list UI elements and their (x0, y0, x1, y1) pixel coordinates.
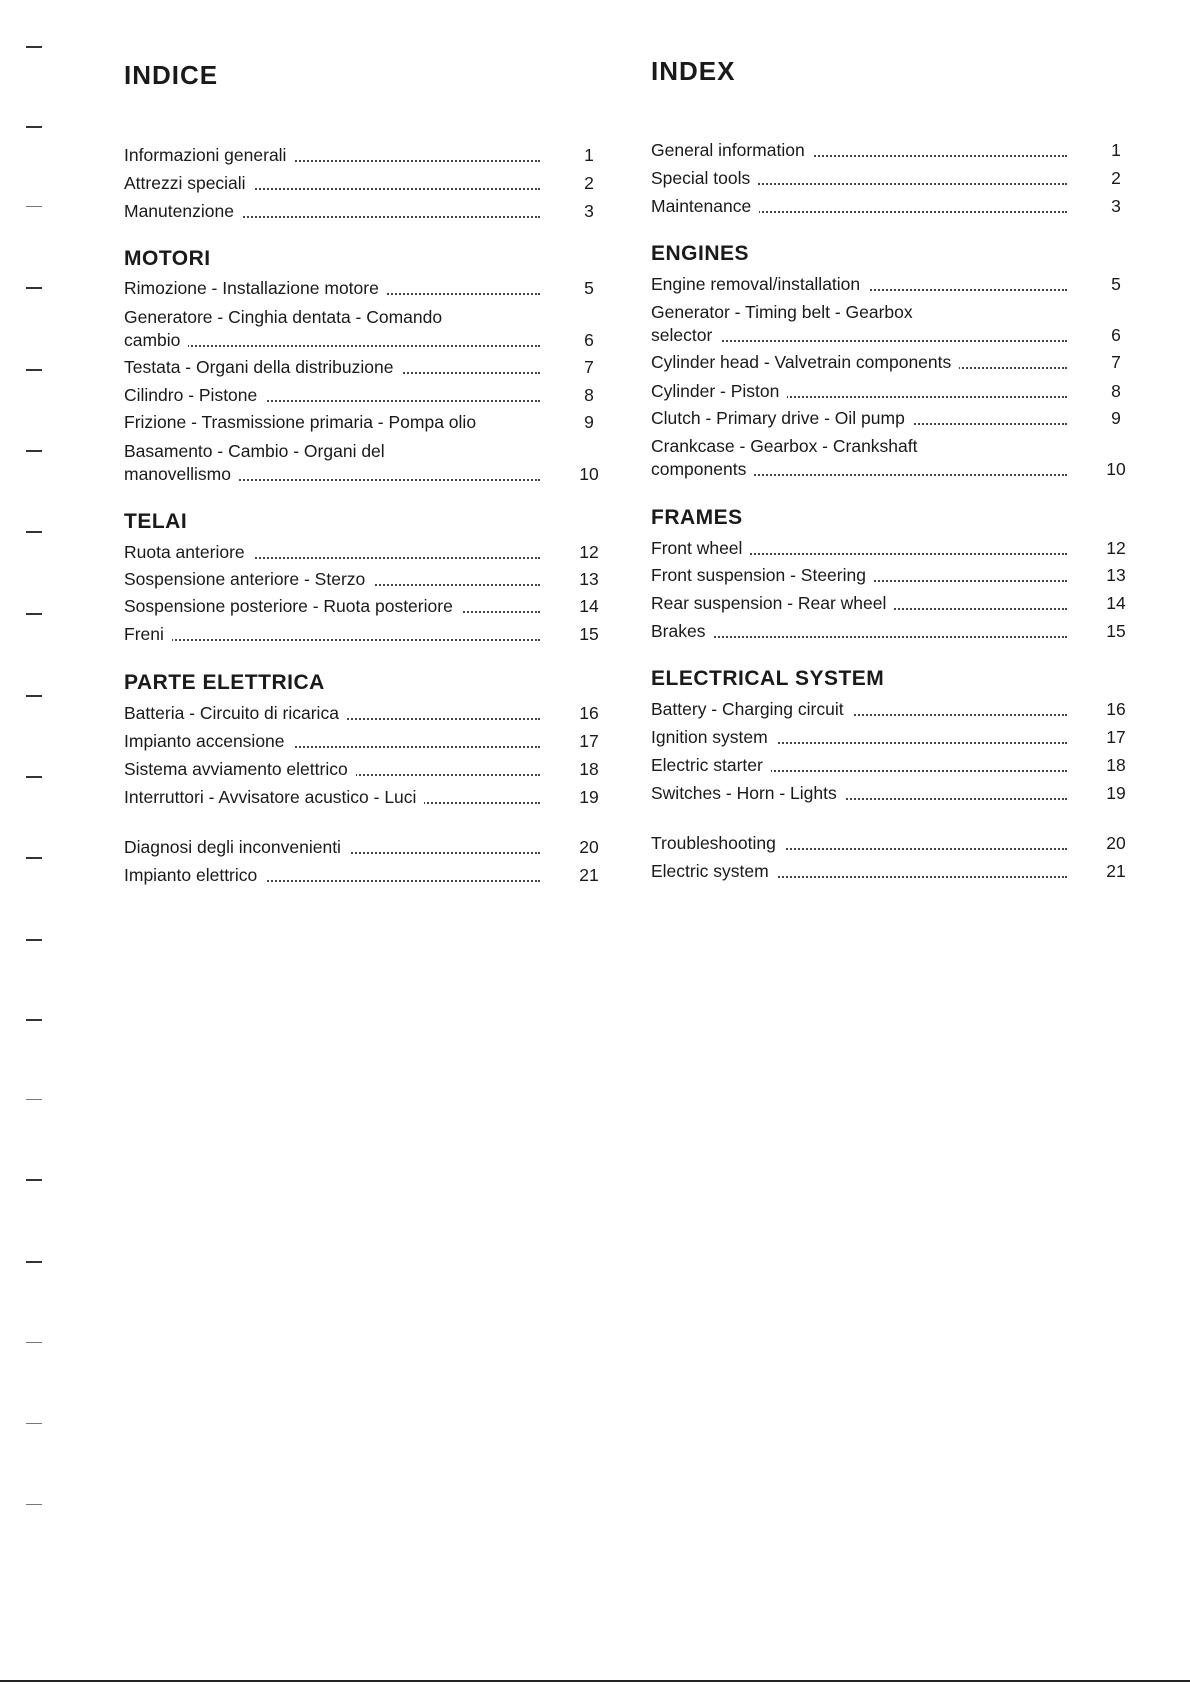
toc-entry-label: Sistema avviamento elettrico (124, 759, 356, 779)
toc-entry-label: Engine removal/installation (651, 274, 868, 294)
toc-page-number: 12 (1106, 538, 1126, 558)
toc-page-number: 15 (579, 624, 599, 644)
toc-page-number: 3 (1111, 196, 1121, 216)
toc-page-number: 2 (1111, 168, 1121, 188)
page-title-english: INDEX (651, 56, 736, 86)
toc-entry[interactable] (651, 592, 1131, 615)
toc-entry-label: Battery - Charging circuit (651, 699, 852, 719)
bottom-rule (0, 1680, 1190, 1682)
toc-entry-label: Impianto elettrico (124, 865, 265, 885)
toc-entry[interactable] (651, 351, 1131, 374)
toc-entry[interactable] (124, 411, 604, 434)
edge-tab-mark (26, 206, 42, 207)
toc-entry[interactable] (124, 595, 604, 618)
toc-page-number: 8 (584, 385, 594, 405)
toc-entry-label: Switches - Horn - Lights (651, 783, 845, 803)
toc-page-number: 19 (1106, 783, 1126, 803)
edge-tab-mark (26, 287, 42, 289)
toc-page-number: 17 (1106, 727, 1126, 747)
toc-entry-label: Maintenance (651, 196, 759, 216)
toc-entry[interactable] (651, 380, 1131, 403)
toc-entry-label: Sospensione posteriore - Ruota posteriore (124, 596, 461, 616)
toc-entry[interactable] (651, 435, 1131, 481)
toc-entry-label: General information (651, 140, 813, 160)
toc-entry-label: Impianto accensione (124, 731, 293, 751)
section-heading: ELECTRICAL SYSTEM (651, 667, 885, 690)
toc-entry-label: Clutch - Primary drive - Oil pump (651, 408, 913, 428)
edge-tab-mark (26, 613, 42, 615)
edge-tab-mark (26, 1099, 42, 1100)
edge-tab-mark (26, 531, 42, 533)
toc-entry-label: Crankcase - Gearbox - Crankshaft (651, 436, 926, 456)
edge-tab-mark (26, 369, 42, 371)
edge-tab-mark (26, 450, 42, 452)
toc-entry[interactable] (124, 758, 604, 781)
edge-tab-mark (26, 1261, 42, 1263)
toc-entry-label-continued: manovellismo (124, 464, 239, 484)
toc-page-number: 15 (1106, 621, 1126, 641)
toc-page-number: 9 (584, 412, 594, 432)
toc-entry[interactable] (124, 144, 604, 167)
toc-entry-label: Testata - Organi della distribuzione (124, 357, 401, 377)
toc-entry-label: Batteria - Circuito di ricarica (124, 703, 347, 723)
toc-entry[interactable] (651, 167, 1131, 190)
toc-page-number: 6 (584, 330, 594, 350)
edge-tab-mark (26, 1179, 42, 1181)
toc-entry[interactable] (124, 172, 604, 195)
toc-page-number: 20 (1106, 833, 1126, 853)
toc-entry-label: Diagnosi degli inconvenienti (124, 837, 349, 857)
toc-entry[interactable] (651, 726, 1131, 749)
toc-entry[interactable] (651, 832, 1131, 855)
toc-entry-label: Freni (124, 624, 172, 644)
edge-tab-mark (26, 126, 42, 128)
toc-entry[interactable] (124, 864, 604, 887)
toc-entry-label: Troubleshooting (651, 833, 784, 853)
toc-entry-label: Cylinder - Piston (651, 381, 787, 401)
toc-page-number: 10 (579, 464, 599, 484)
toc-page-number: 14 (579, 596, 599, 616)
toc-page-number: 13 (1106, 565, 1126, 585)
toc-entry-label: Ignition system (651, 727, 776, 747)
toc-entry-label: Electric system (651, 861, 777, 881)
toc-entry-label: Generator - Timing belt - Gearbox (651, 302, 921, 322)
toc-entry-label: Rimozione - Installazione motore (124, 278, 387, 298)
edge-tab-mark (26, 857, 42, 859)
toc-entry[interactable] (124, 440, 604, 486)
toc-entry[interactable] (124, 786, 604, 809)
toc-entry-label: Interruttori - Avvisatore acustico - Luci (124, 787, 424, 807)
edge-tab-mark (26, 776, 42, 778)
toc-entry-label: Front suspension - Steering (651, 565, 874, 585)
toc-page-number: 18 (579, 759, 599, 779)
toc-page-number: 6 (1111, 325, 1121, 345)
toc-entry[interactable] (124, 200, 604, 223)
toc-entry[interactable] (124, 702, 604, 725)
toc-entry[interactable] (124, 730, 604, 753)
edge-tab-mark (26, 1504, 42, 1505)
toc-entry[interactable] (124, 541, 604, 564)
toc-page-number: 8 (1111, 381, 1121, 401)
toc-entry-label: Informazioni generali (124, 145, 294, 165)
toc-page-number: 1 (584, 145, 594, 165)
toc-entry-label: Cylinder head - Valvetrain components (651, 352, 959, 372)
toc-page-number: 9 (1111, 408, 1121, 428)
toc-entry[interactable] (124, 384, 604, 407)
toc-entry-label-continued: selector (651, 325, 720, 345)
edge-tab-mark (26, 939, 42, 941)
toc-entry[interactable] (124, 568, 604, 591)
toc-page-number: 7 (1111, 352, 1121, 372)
page-title-italian: INDICE (124, 60, 219, 90)
toc-entry[interactable] (651, 698, 1131, 721)
toc-page-number: 20 (579, 837, 599, 857)
toc-entry[interactable] (651, 537, 1131, 560)
toc-page-number: 5 (584, 278, 594, 298)
section-heading: ENGINES (651, 242, 750, 265)
toc-entry-label: Manutenzione (124, 201, 242, 221)
toc-entry[interactable] (651, 782, 1131, 805)
edge-tab-mark (26, 1423, 42, 1424)
section-heading: MOTORI (124, 247, 211, 270)
toc-page-number: 5 (1111, 274, 1121, 294)
toc-entry-label-continued: cambio (124, 330, 188, 350)
toc-page-number: 2 (584, 173, 594, 193)
toc-page-number: 3 (584, 201, 594, 221)
toc-page-number: 13 (579, 569, 599, 589)
toc-entry-label: Special tools (651, 168, 758, 188)
toc-entry[interactable] (651, 301, 1131, 347)
toc-entry-label: Rear suspension - Rear wheel (651, 593, 894, 613)
toc-page-number: 14 (1106, 593, 1126, 613)
toc-page-number: 18 (1106, 755, 1126, 775)
edge-tab-mark (26, 46, 42, 48)
toc-entry[interactable] (651, 754, 1131, 777)
section-heading: FRAMES (651, 506, 743, 529)
toc-page-number: 19 (579, 787, 599, 807)
toc-entry[interactable] (651, 620, 1131, 643)
toc-entry-label: Generatore - Cinghia dentata - Comando (124, 307, 450, 327)
toc-entry[interactable] (124, 306, 604, 352)
toc-entry-label: Sospensione anteriore - Sterzo (124, 569, 373, 589)
toc-entry-label: Frizione - Trasmissione primaria - Pompa olio (124, 412, 484, 432)
toc-page-number: 10 (1106, 459, 1126, 479)
toc-entry[interactable] (651, 407, 1131, 430)
toc-entry[interactable] (651, 139, 1131, 162)
toc-entry[interactable] (651, 860, 1131, 883)
edge-tab-mark (26, 1342, 42, 1343)
section-heading: TELAI (124, 510, 188, 533)
toc-page-number: 16 (1106, 699, 1126, 719)
toc-entry[interactable] (651, 195, 1131, 218)
toc-entry-label: Attrezzi speciali (124, 173, 254, 193)
toc-entry[interactable] (124, 356, 604, 379)
toc-entry-label: Electric starter (651, 755, 771, 775)
toc-entry-label: Basamento - Cambio - Organi del (124, 441, 393, 461)
toc-entry-label: Front wheel (651, 538, 750, 558)
edge-tab-mark (26, 1019, 42, 1021)
toc-entry[interactable] (124, 623, 604, 646)
toc-entry[interactable] (124, 836, 604, 859)
section-heading: PARTE ELETTRICA (124, 671, 325, 694)
toc-entry[interactable] (124, 277, 604, 300)
toc-page-number: 17 (579, 731, 599, 751)
toc-entry-label-continued: components (651, 459, 754, 479)
toc-entry[interactable] (651, 273, 1131, 296)
edge-tab-mark (26, 695, 42, 697)
toc-entry-label: Brakes (651, 621, 713, 641)
toc-page-number: 7 (584, 357, 594, 377)
toc-page-number: 16 (579, 703, 599, 723)
toc-page-number: 21 (1106, 861, 1126, 881)
toc-entry-label: Cilindro - Pistone (124, 385, 265, 405)
toc-page-number: 12 (579, 542, 599, 562)
toc-page-number: 1 (1111, 140, 1121, 160)
toc-entry[interactable] (651, 564, 1131, 587)
toc-page-number: 21 (579, 865, 599, 885)
toc-entry-label: Ruota anteriore (124, 542, 253, 562)
